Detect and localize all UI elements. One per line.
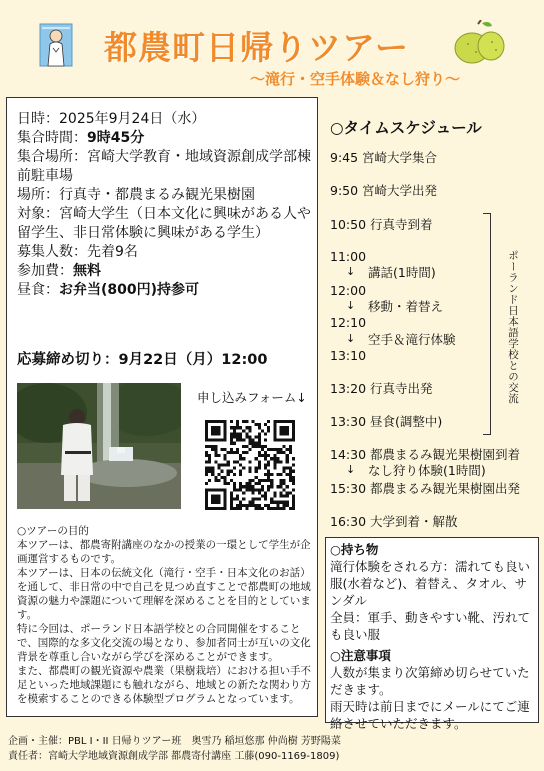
schedule-item: 9:50 宮崎大学出発 — [330, 183, 438, 198]
schedule-item: 16:30 大学到着・解散 — [330, 514, 458, 529]
schedule-item: 12:00 — [330, 283, 367, 298]
schedule-item: 13:30 昼食(調整中) — [330, 414, 443, 429]
responsible-line: 責任者：宮崎大学地域資源創成学部 都農寄付講座 工藤(090-1169-1809) — [8, 751, 340, 762]
capacity-value: 先着9名 — [87, 244, 138, 260]
schedule-item: 11:00 — [330, 249, 367, 264]
pear-icon — [448, 20, 506, 66]
schedule-item: 移動・着替え — [368, 299, 444, 314]
purpose-paragraph: 本ツアーは、都農寄附講座のなかの授業の一環として学生が企画運営するものです。 — [17, 539, 311, 565]
belongings-title: ○持ち物 — [330, 542, 379, 557]
meeting-place-value: 宮崎大学教育・地域資源創成学部棟前駐車場 — [17, 149, 311, 184]
belongings-section — [330, 542, 536, 643]
exchange-note: ポーランド日本語学校との交流 — [507, 250, 519, 404]
schedule-item: 講話(1時間) — [368, 265, 436, 280]
event-details — [17, 110, 313, 300]
purpose-paragraph: 本ツアーは、日本の伝統文化（滝行・空手・日本文化のお話）を通して、非日常の中で自己を見つめ直すことで都農町の地域資源の魅力や課題について理解を深めることを目的としています。 — [17, 567, 311, 621]
schedule-item: 10:50 行真寺到着 — [330, 217, 433, 232]
schedule-item: 12:10 — [330, 315, 367, 330]
fee-row — [17, 262, 313, 281]
schedule-item: 14:30 都農まるみ観光果樹園到着 — [330, 447, 520, 462]
waterfall-photo — [17, 383, 181, 509]
belongings-notes-box — [325, 537, 539, 731]
lunch-label: 昼食： — [17, 282, 59, 298]
date-row — [17, 110, 313, 129]
date-label: 日時： — [17, 111, 59, 127]
meeting-time-row — [17, 129, 313, 148]
down-arrow-icon: ↓ — [346, 332, 356, 345]
belongings-line: 滝行体験をされる方：濡れても良い服(水着など)、着替え、タオル、サンダル — [330, 559, 531, 608]
lunch-row — [17, 281, 313, 300]
purpose-paragraph: 特に今回は、ポーランド日本語学校との合同開催をすることで、国際的な多文化交流の場となり、参加者同士が互いの文化背景を尊重し合いながら学びを深めることができます。 — [17, 623, 311, 663]
target-value: 宮崎大学生（日本文化に興味がある人や留学生、非日常体験に興味がある学生） — [17, 206, 311, 241]
places-label: 場所： — [17, 187, 59, 203]
schedule-title: ○タイムスケジュール — [330, 119, 482, 137]
page-title: 都農町日帰りツアー — [104, 28, 410, 67]
monk-illustration — [36, 22, 76, 68]
notes-line: 雨天時は前日までにメールにてご連絡させていただきます。 — [330, 699, 530, 731]
places-row — [17, 186, 313, 205]
target-label: 対象： — [17, 206, 59, 222]
page-subtitle: 〜滝行・空手体験＆なし狩り〜 — [250, 70, 461, 88]
belongings-line: 全員：軍手、動きやすい靴、汚れても良い服 — [330, 610, 531, 642]
schedule-item: 13:10 — [330, 348, 367, 363]
meeting-time-label: 集合時間： — [17, 130, 87, 146]
event-info-box — [6, 97, 318, 717]
places-value: 行真寺・都農まるみ観光果樹園 — [59, 187, 255, 203]
tour-purpose — [17, 524, 315, 706]
application-deadline: 応募締め切り：9月22日（月）12:00 — [17, 352, 268, 368]
down-arrow-icon: ↓ — [346, 265, 356, 278]
schedule-item: 9:45 宮崎大学集合 — [330, 150, 438, 165]
schedule-item: 13:20 行真寺出発 — [330, 381, 433, 396]
schedule-item: なし狩り体験(1時間) — [368, 463, 486, 478]
schedule-item: 空手＆滝行体験 — [368, 332, 456, 347]
fee-label: 参加費： — [17, 263, 73, 279]
notes-title: ○注意事項 — [330, 648, 391, 663]
notes-section — [330, 648, 536, 732]
meeting-time-value: 9時45分 — [87, 130, 145, 146]
meeting-place-row — [17, 148, 313, 186]
target-row — [17, 205, 313, 243]
down-arrow-icon: ↓ — [346, 299, 356, 312]
exchange-bracket — [483, 213, 491, 435]
capacity-label: 募集人数： — [17, 244, 87, 260]
fee-value: 無料 — [73, 263, 101, 279]
lunch-value: お弁当(800円)持参可 — [59, 282, 200, 298]
notes-line: 人数が集まり次第締め切らせていただきます。 — [330, 665, 530, 697]
purpose-paragraph: また、都農町の観光資源や農業（果樹栽培）における担い手不足といった地域課題にも触れながら、地域との新たな関わり方を模索することのできる体験型プログラムとなっています。 — [17, 665, 311, 705]
application-qr-code[interactable] — [205, 420, 295, 510]
capacity-row — [17, 243, 313, 262]
application-form-label: 申し込みフォーム↓ — [197, 390, 307, 405]
footer — [8, 734, 538, 764]
organizer-line: 企画・主催：PBL I・II 日帰りツアー班 奥雪乃 稲垣悠那 仲尚樹 芳野陽菜 — [8, 736, 341, 747]
purpose-title: ○ツアーの目的 — [17, 525, 89, 537]
schedule-item: 15:30 都農まるみ観光果樹園出発 — [330, 481, 520, 496]
date-value: 2025年9月24日（水） — [59, 111, 206, 127]
meeting-place-label: 集合場所： — [17, 149, 87, 165]
down-arrow-icon: ↓ — [346, 463, 356, 476]
